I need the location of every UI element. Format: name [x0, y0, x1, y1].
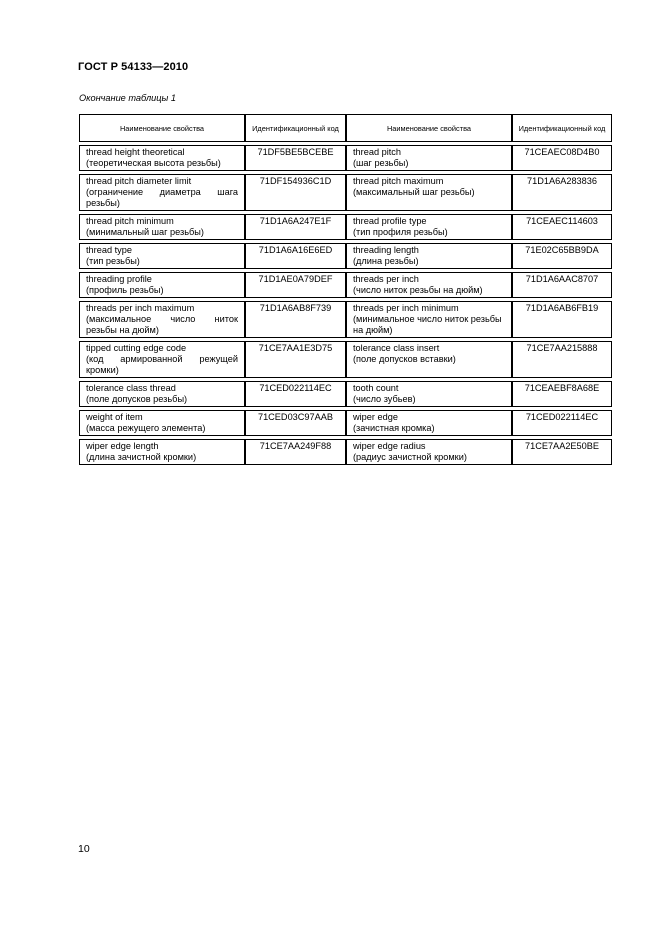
property-name-cell: thread pitch (шаг резьбы)	[346, 145, 512, 171]
identification-code-cell: 71D1A6AB8F739	[245, 301, 346, 338]
column-header-property-name: Наименование свойства	[346, 114, 512, 142]
identification-code-cell: 71D1A6AB6FB19	[512, 301, 612, 338]
identification-code-cell: 71CEAEC08D4B0	[512, 145, 612, 171]
property-name-cell: threads per inch maximum (максимальное число ниток резьбы на дюйм)	[79, 301, 245, 338]
table-row	[79, 174, 612, 211]
column-header-identification-code: Идентификационный код	[245, 114, 346, 142]
property-name-cell: threading profile (профиль резьбы)	[79, 272, 245, 298]
property-name-cell: thread profile type (тип профиля резьбы)	[346, 214, 512, 240]
table-body	[79, 145, 612, 465]
identification-code-cell: 71D1A6A247E1F	[245, 214, 346, 240]
property-name-cell: threading length (длина резьбы)	[346, 243, 512, 269]
table-row	[79, 439, 612, 465]
table-row	[79, 410, 612, 436]
property-name-cell: tipped cutting edge code (код армированной режущей кромки)	[79, 341, 245, 378]
column-header-identification-code: Идентификационный код	[512, 114, 612, 142]
property-name-cell: wiper edge (зачистная кромка)	[346, 410, 512, 436]
property-name-cell: thread pitch minimum (минимальный шаг резьбы)	[79, 214, 245, 240]
property-name-cell: tooth count (число зубьев)	[346, 381, 512, 407]
document-header: ГОСТ Р 54133—2010	[78, 61, 189, 73]
identification-code-cell: 71D1AE0A79DEF	[245, 272, 346, 298]
property-name-cell: thread type (тип резьбы)	[79, 243, 245, 269]
table-row	[79, 381, 612, 407]
properties-table	[79, 111, 612, 468]
identification-code-cell: 71CE7AA249F88	[245, 439, 346, 465]
property-name-cell: thread pitch diameter limit (ограничение диаметра шага резьбы)	[79, 174, 245, 211]
identification-code-cell: 71DF5BE5BCEBE	[245, 145, 346, 171]
property-name-cell: wiper edge length (длина зачистной кромки)	[79, 439, 245, 465]
table-row	[79, 243, 612, 269]
identification-code-cell: 71CEAEBF8A68E	[512, 381, 612, 407]
table-row	[79, 272, 612, 298]
identification-code-cell: 71CEAEC114603	[512, 214, 612, 240]
table-caption: Окончание таблицы 1	[79, 93, 176, 103]
table-row	[79, 214, 612, 240]
identification-code-cell: 71CE7AA1E3D75	[245, 341, 346, 378]
page-number: 10	[78, 843, 90, 855]
property-name-cell: threads per inch minimum (минимальное число ниток резьбы на дюйм)	[346, 301, 512, 338]
identification-code-cell: 71E02C65BB9DA	[512, 243, 612, 269]
identification-code-cell: 71DF154936C1D	[245, 174, 346, 211]
table-row	[79, 341, 612, 378]
identification-code-cell: 71CED022114EC	[512, 410, 612, 436]
property-name-cell: weight of item (масса режущего элемента)	[79, 410, 245, 436]
identification-code-cell: 71CE7AA2E50BE	[512, 439, 612, 465]
column-header-property-name: Наименование свойства	[79, 114, 245, 142]
property-name-cell: wiper edge radius (радиус зачистной кромки)	[346, 439, 512, 465]
table-row	[79, 145, 612, 171]
table-header-row	[79, 114, 612, 142]
identification-code-cell: 71D1A6A283836	[512, 174, 612, 211]
identification-code-cell: 71D1A6AAC8707	[512, 272, 612, 298]
property-name-cell: tolerance class insert (поле допусков вставки)	[346, 341, 512, 378]
property-name-cell: thread pitch maximum (максимальный шаг резьбы)	[346, 174, 512, 211]
property-name-cell: tolerance class thread (поле допусков резьбы)	[79, 381, 245, 407]
property-name-cell: thread height theoretical (теоретическая высота резьбы)	[79, 145, 245, 171]
property-name-cell: threads per inch (число ниток резьбы на дюйм)	[346, 272, 512, 298]
identification-code-cell: 71CED022114EC	[245, 381, 346, 407]
identification-code-cell: 71CE7AA215888	[512, 341, 612, 378]
identification-code-cell: 71CED03C97AAB	[245, 410, 346, 436]
table-row	[79, 301, 612, 338]
identification-code-cell: 71D1A6A16E6ED	[245, 243, 346, 269]
